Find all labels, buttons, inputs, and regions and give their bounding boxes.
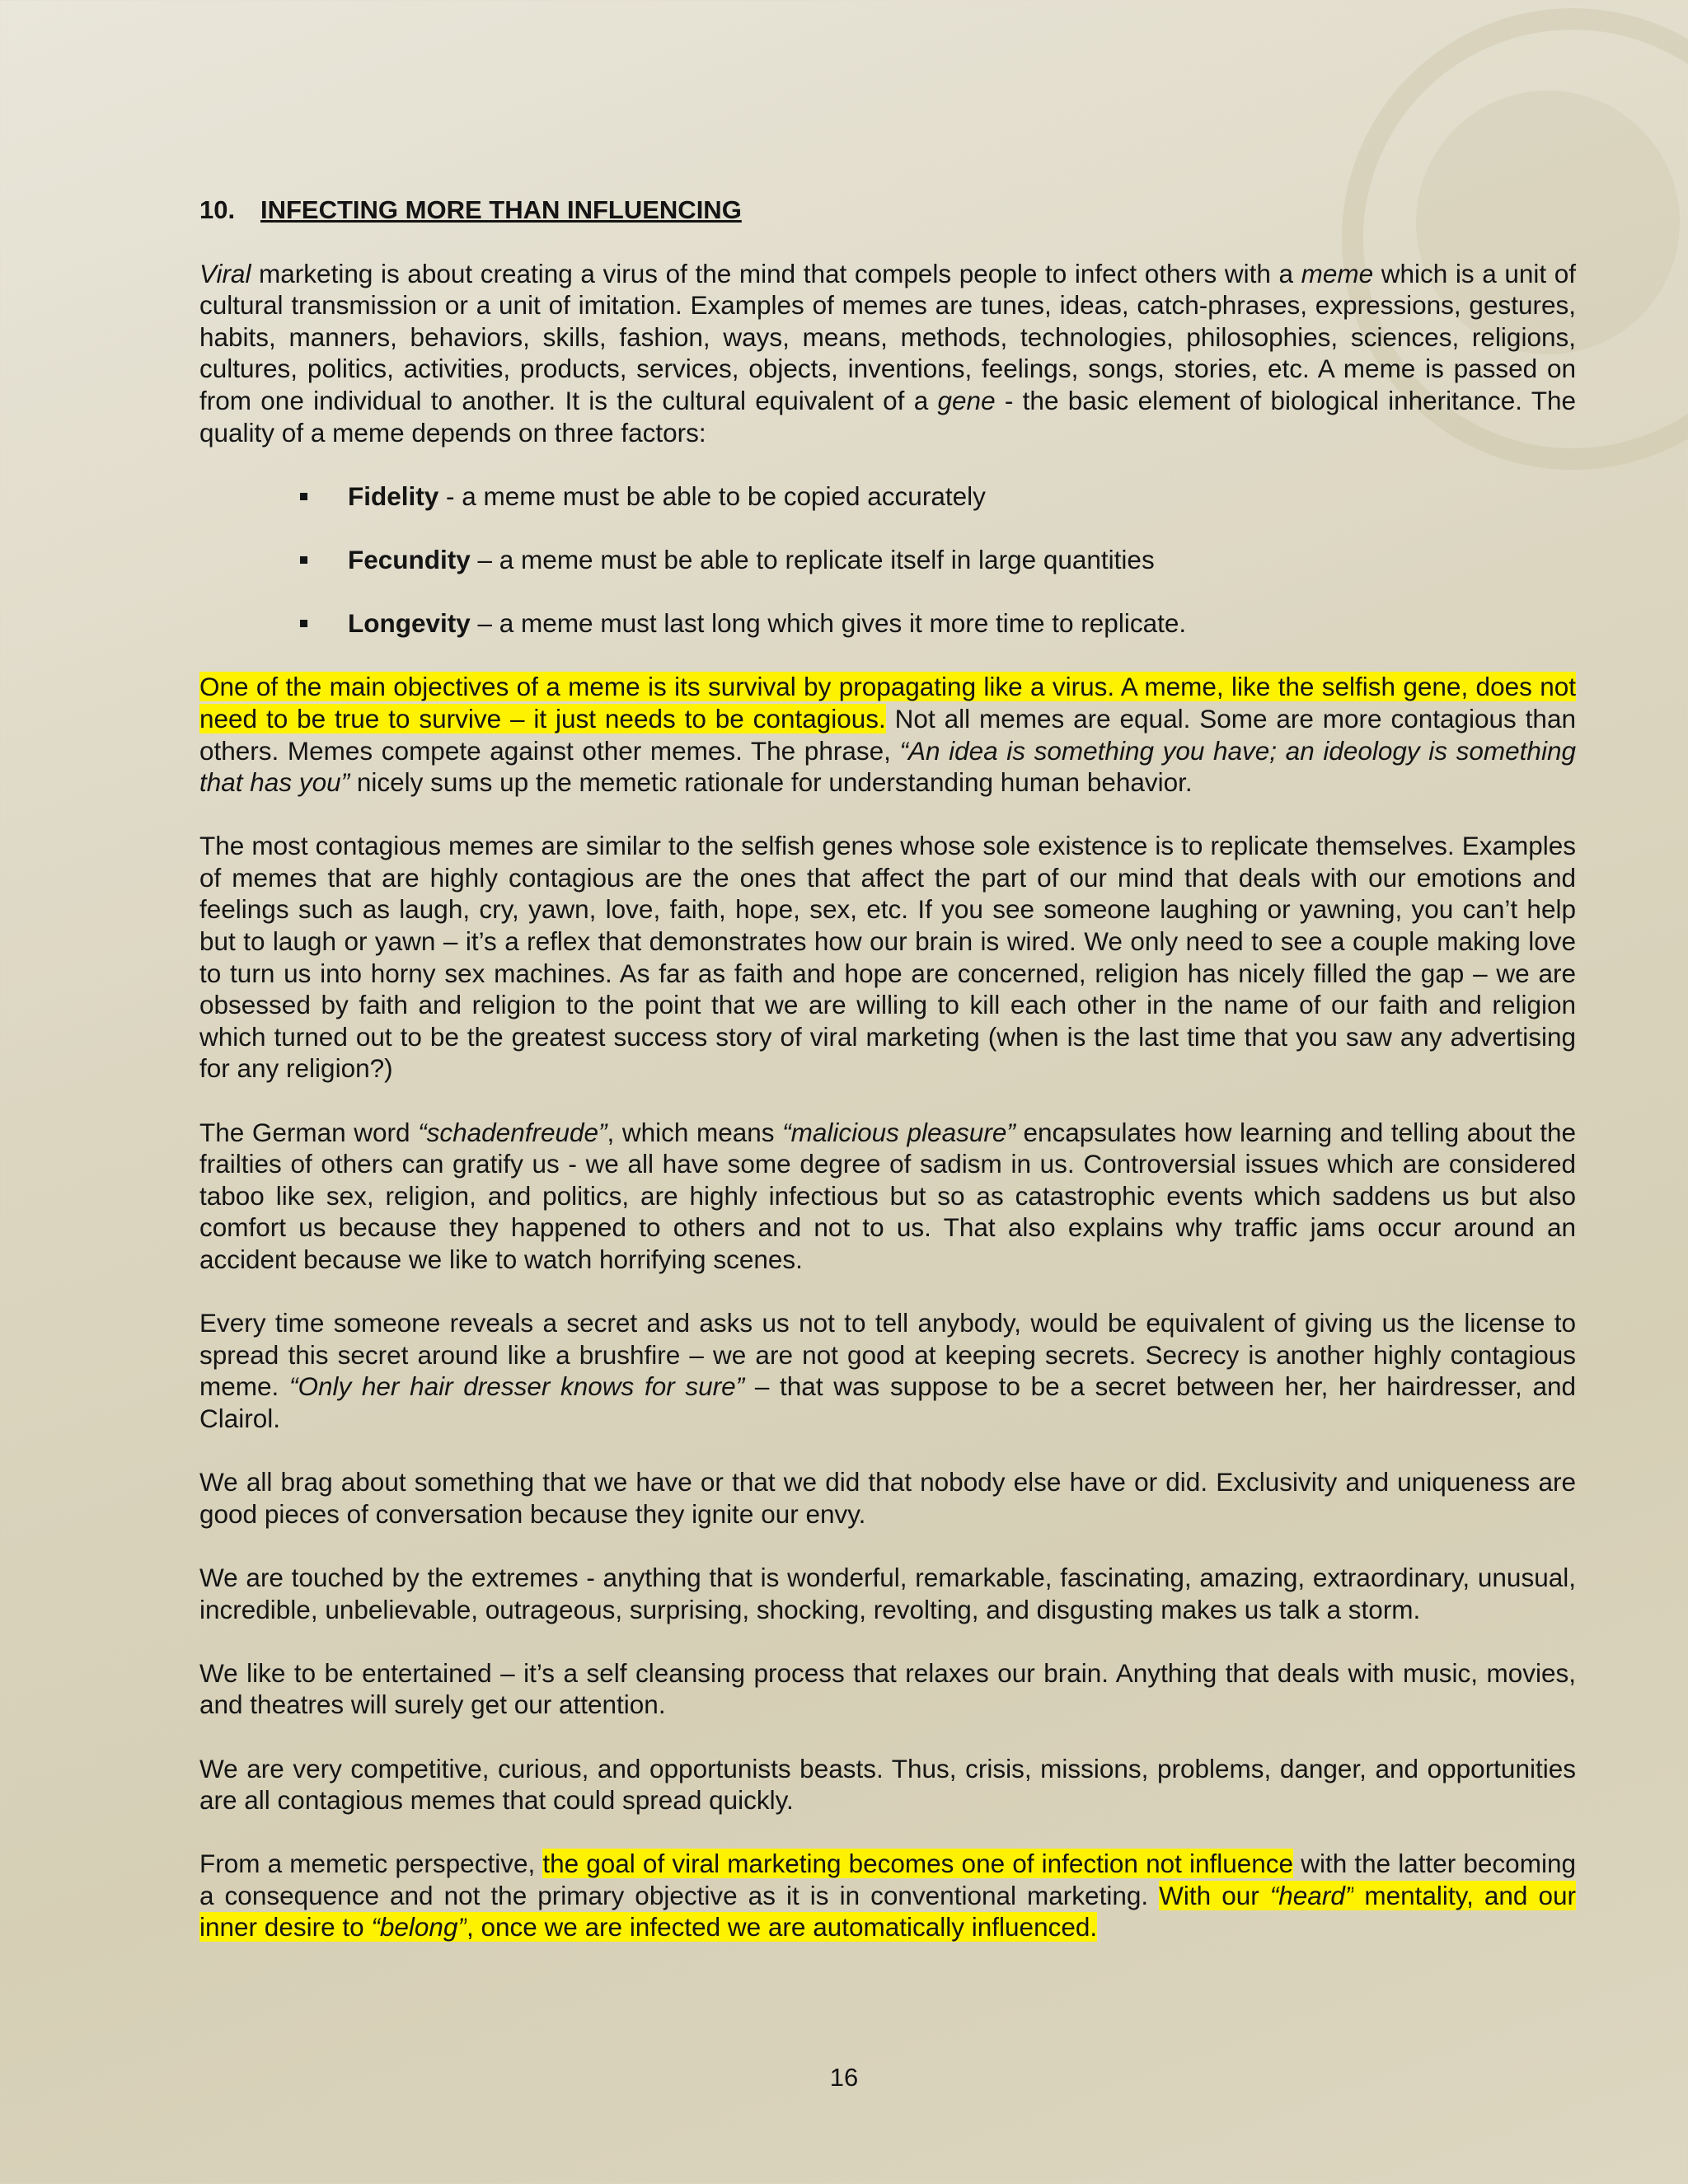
paragraph-entertained: We like to be entertained – it’s a self cleansing process that relaxes our brain. Anything that deals with music, movies, and theatres will surely get our attention. (199, 1657, 1576, 1720)
factors-list (199, 480, 1576, 640)
factor-description: – a meme must be able to replicate itself in large quantities (470, 544, 1155, 574)
highlighted-text: mentality, and our inner desire to (199, 1880, 1576, 1943)
highlighted-text: the goal of viral marketing becomes one of infection not influence (542, 1849, 1294, 1879)
factor-name: Fidelity (348, 480, 439, 511)
paragraph-contagious-memes: The most contagious memes are similar to the selfish genes whose sole existence is to replicate themselves. Examples of memes that are highly contagious are the ones that affect the part of our mind that deals with our emotions and feelings such as laugh, cry, yawn, love, faith, hope, sex, etc. If you see someone laughing or yawning, you can’t help but to laugh or yawn – it’s a reflex that demonstrates how our brain is wired. We only need to see a couple making love to turn us into horny sex machines. As far as faith and hope are concerned, religion has nicely filled the gap – we are obsessed by faith and religion to the point that we are willing to kill each other in the name of our faith and religion which turned out to be the greatest success story of viral marketing (when is the last time that you saw any advertising for any religion?) (199, 831, 1576, 1084)
section-number: 10. (199, 195, 236, 224)
italic-text: gene (937, 385, 996, 415)
list-item (199, 544, 1576, 576)
section-title: INFECTING MORE THAN INFLUENCING (260, 195, 742, 224)
factor-description: - a meme must be able to be copied accurately (438, 480, 986, 511)
paragraph-schadenfreude (199, 1117, 1576, 1276)
section-heading (199, 194, 1576, 227)
italic-text: meme (1301, 258, 1374, 288)
paragraph-viral-marketing (199, 258, 1576, 449)
text-run: encapsulates how learning and telling about the frailties of others can gratify us - we all have some degree of sadism in us. Controversial issues which are considered taboo like sex, religion, and politics, are highly infectious but so as catastrophic events which saddens us but also comfort us because they happened to others and not to us. That also explains why traffic jams occur around an accident because we like to watch horrifying scenes. (199, 1117, 1576, 1274)
factor-description: – a meme must last long which gives it more time to replicate. (470, 608, 1187, 639)
text-run: with the latter becoming a consequence and not the primary objective as it is in conventional marketing. (199, 1849, 1576, 1910)
paragraph-extremes: We are touched by the extremes - anything that is wonderful, remarkable, fascinating, amazing, extraordinary, unusual, incredible, unbelievable, outrageous, surprising, shocking, revolting, and disgusting makes us talk a storm. (199, 1562, 1576, 1624)
text-run: Not all memes are equal. Some are more contagious than others. Memes compete against other memes. The phrase, (199, 703, 1576, 766)
factor-name: Longevity (348, 608, 471, 639)
paragraph-secrets (199, 1307, 1576, 1434)
highlighted-italic-text: “belong” (371, 1912, 467, 1943)
text-run: - the basic element of biological inheritance. The quality of a meme depends on three factors: (199, 385, 1576, 448)
paragraph-competitive: We are very competitive, curious, and opportunists beasts. Thus, crisis, missions, problems, danger, and opportunities are all contagious memes that could spread quickly. (199, 1753, 1576, 1816)
italic-quote: “Only her hair dresser knows for sure” (288, 1371, 745, 1402)
paragraph-meme-survival (199, 671, 1576, 798)
italic-quote: “malicious pleasure” (782, 1117, 1015, 1147)
italic-quote: “An idea is something you have; an ideology is something that has you” (199, 735, 1576, 798)
italic-text: Viral (199, 258, 251, 288)
text-run: nicely sums up the memetic rationale for understanding human behavior. (349, 767, 1193, 798)
highlighted-text: , once we are infected we are automatically influenced. (466, 1912, 1098, 1943)
highlighted-italic-text: “heard” (1269, 1880, 1354, 1910)
paragraph-brag: We all brag about something that we have or that we did that nobody else have or did. Exclusivity and uniqueness are good pieces of conversation because they ignite our envy. (199, 1467, 1576, 1529)
highlighted-text: One of the main objectives of a meme is its survival by propagating like a virus. A meme, like the selfish gene, does not need to be true to survive – it just needs to be contagious. (199, 672, 1576, 733)
text-run: which is a unit of cultural transmission or a unit of imitation. Examples of memes are tunes, ideas, catch-phrases, expressions, gestures, habits, manners, behaviors, skills, fashion, ways, means, methods, technologies, philosophies, sciences, religions, cultures, politics, activities, products, services, objects, inventions, feelings, songs, stories, etc. A meme is passed on from one individual to another. It is the cultural equivalent of a (199, 258, 1576, 415)
text-run: From a memetic perspective, (199, 1849, 543, 1879)
page-content (199, 194, 1576, 1975)
text-run: The German word (199, 1117, 419, 1147)
factor-name: Fecundity (348, 544, 471, 574)
highlighted-text: With our (1159, 1880, 1270, 1910)
paragraph-memetic-perspective (199, 1848, 1576, 1943)
text-run: Every time someone reveals a secret and asks us not to tell anybody, would be equivalent of giving us the license to spread this secret around like a brushfire – we are not good at keeping secrets. Secrecy is another highly contagious meme. (199, 1308, 1576, 1402)
text-run: – that was suppose to be a secret between her, her hairdresser, and Clairol. (199, 1371, 1577, 1433)
text-run: , which means (607, 1117, 783, 1147)
list-item (199, 480, 1576, 513)
list-item (199, 607, 1576, 640)
text-run: marketing is about creating a virus of the mind that compels people to infect others with a (251, 258, 1301, 288)
italic-quote: “schadenfreude” (418, 1117, 607, 1147)
page-number: 16 (829, 2063, 859, 2092)
